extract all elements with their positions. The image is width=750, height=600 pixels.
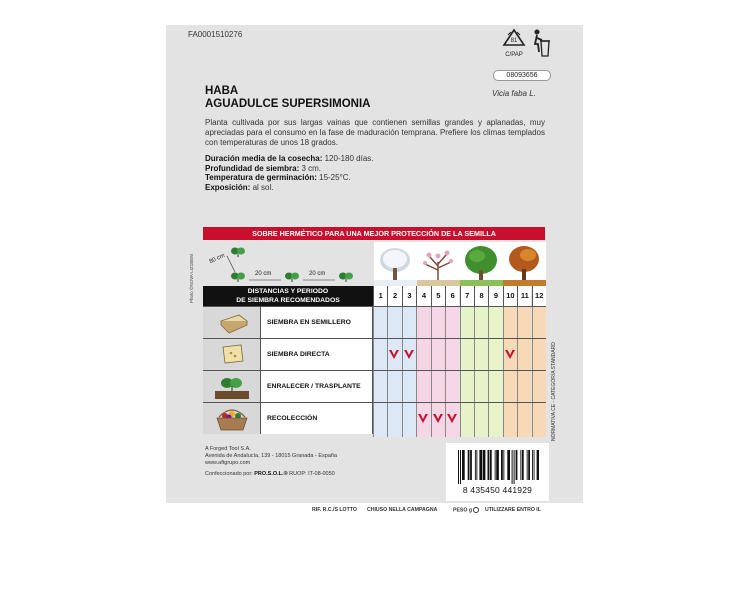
- recycle-number: 81: [510, 38, 518, 44]
- row-direct-sowing: [203, 338, 546, 370]
- seed-tray-icon: [203, 307, 261, 338]
- summer-tree-icon: [460, 242, 503, 286]
- sowing-mark: [445, 411, 459, 425]
- footer-weight: PESO g: [453, 507, 479, 513]
- month-header: 4: [416, 286, 430, 306]
- seedling-icon: [203, 371, 261, 402]
- month-header: 7: [460, 286, 474, 306]
- sowing-mark: [503, 347, 517, 361]
- sowing-mark: [387, 347, 401, 361]
- hermetic-banner: SOBRE HERMÉTICO PARA UNA MEJOR PROTECCIÓN DE LA SEMILLA: [203, 227, 545, 240]
- month-header: 5: [431, 286, 445, 306]
- plant-distance-2: 20 cm: [309, 271, 326, 277]
- plant-distance-1: 20 cm: [255, 271, 272, 277]
- packet-code: FA0001510276: [188, 30, 243, 39]
- month-header: 11: [517, 286, 531, 306]
- recycle-material: C/PAP: [505, 52, 523, 58]
- month-header: 12: [532, 286, 546, 306]
- title-line-1: HABA: [205, 85, 239, 97]
- calendar-header: DISTANCIAS Y PERIODO DE SIEMBRA RECOMENDADOS: [203, 286, 373, 306]
- month-header: 1: [373, 286, 387, 306]
- autumn-tree-icon: [503, 242, 546, 286]
- spec-harvest: Duración media de la cosecha: 120-180 días.: [205, 154, 374, 163]
- month-header: 3: [402, 286, 416, 306]
- barcode-number: 8 435450 441929: [462, 485, 533, 495]
- spec-exposure: Exposición: al sol.: [205, 182, 274, 192]
- month-header: 9: [488, 286, 502, 306]
- title-line-2: AGUADULCE SUPERSIMONIA: [205, 98, 371, 110]
- sowing-mark: [416, 411, 430, 425]
- recycle-icon: [499, 27, 529, 65]
- sowing-mark: [431, 411, 445, 425]
- season-icons: [374, 242, 546, 286]
- row-label-seedbed: SIEMBRA EN SEMILLERO: [261, 307, 373, 338]
- product-title: [205, 85, 370, 111]
- row-seedbed: [203, 306, 546, 338]
- month-header: 8: [474, 286, 488, 306]
- normativa-note: NORMATIVA CE - CATEGORÍA STANDARD: [551, 342, 557, 441]
- photo-credit: Photo ©NOVA-LIZ1BEM: [189, 254, 194, 303]
- barcode: [446, 443, 549, 501]
- month-header: 10: [503, 286, 517, 306]
- spec-germination: Temperatura de germinación: 15-25°C.: [205, 173, 351, 182]
- planting-distances: [203, 242, 373, 286]
- row-label-harvest: RECOLECCIÓN: [261, 403, 373, 434]
- seed-packet-back: [166, 25, 583, 503]
- seed-packet-icon: [203, 339, 261, 370]
- footer-lot: RIF. R.C./S LOTTO: [312, 507, 357, 513]
- sowing-calendar: [203, 286, 546, 437]
- spec-depth: Profundidad de siembra: 3 cm.: [205, 163, 322, 173]
- spring-tree-icon: [417, 242, 460, 286]
- row-harvest: [203, 402, 546, 434]
- trash-bin-icon: [531, 28, 551, 60]
- latin-name: Vicia faba L.: [492, 89, 536, 98]
- product-description: Planta cultivada por sus largas vainas que contienen semillas grandes y aplanadas, muy apreciadas para el consumo en la fase de maduración temprana. Prefiere los climas templados con temperaturas de unos 18 grados.: [205, 118, 545, 147]
- footer-use-by: UTILIZZARE ENTRO IL: [485, 507, 541, 513]
- month-header: 6: [445, 286, 459, 306]
- row-thinning: [203, 370, 546, 402]
- row-label-thinning: ENRALECER / TRASPLANTE: [261, 371, 373, 402]
- row-distance: 80 cm: [208, 252, 226, 266]
- month-header: 2: [387, 286, 401, 306]
- winter-tree-icon: [374, 242, 417, 286]
- company-address: A Forged Tool S.A. Avenida de Andalucía, 139 - 18015 Granada - España www.aftgrupo.com: [205, 446, 337, 466]
- row-label-direct-sowing: SIEMBRA DIRECTA: [261, 339, 373, 370]
- sowing-mark: [402, 347, 416, 361]
- packaged-by: Confeccionado por: PRO.S.O.L.® RUOP: IT-08-0050: [205, 471, 335, 477]
- reference-code: 08093656: [493, 70, 551, 81]
- specs-list: [205, 154, 374, 192]
- footer-campaign: CHIUSO NELLA CAMPAGNA: [367, 507, 438, 513]
- harvest-basket-icon: [203, 403, 261, 434]
